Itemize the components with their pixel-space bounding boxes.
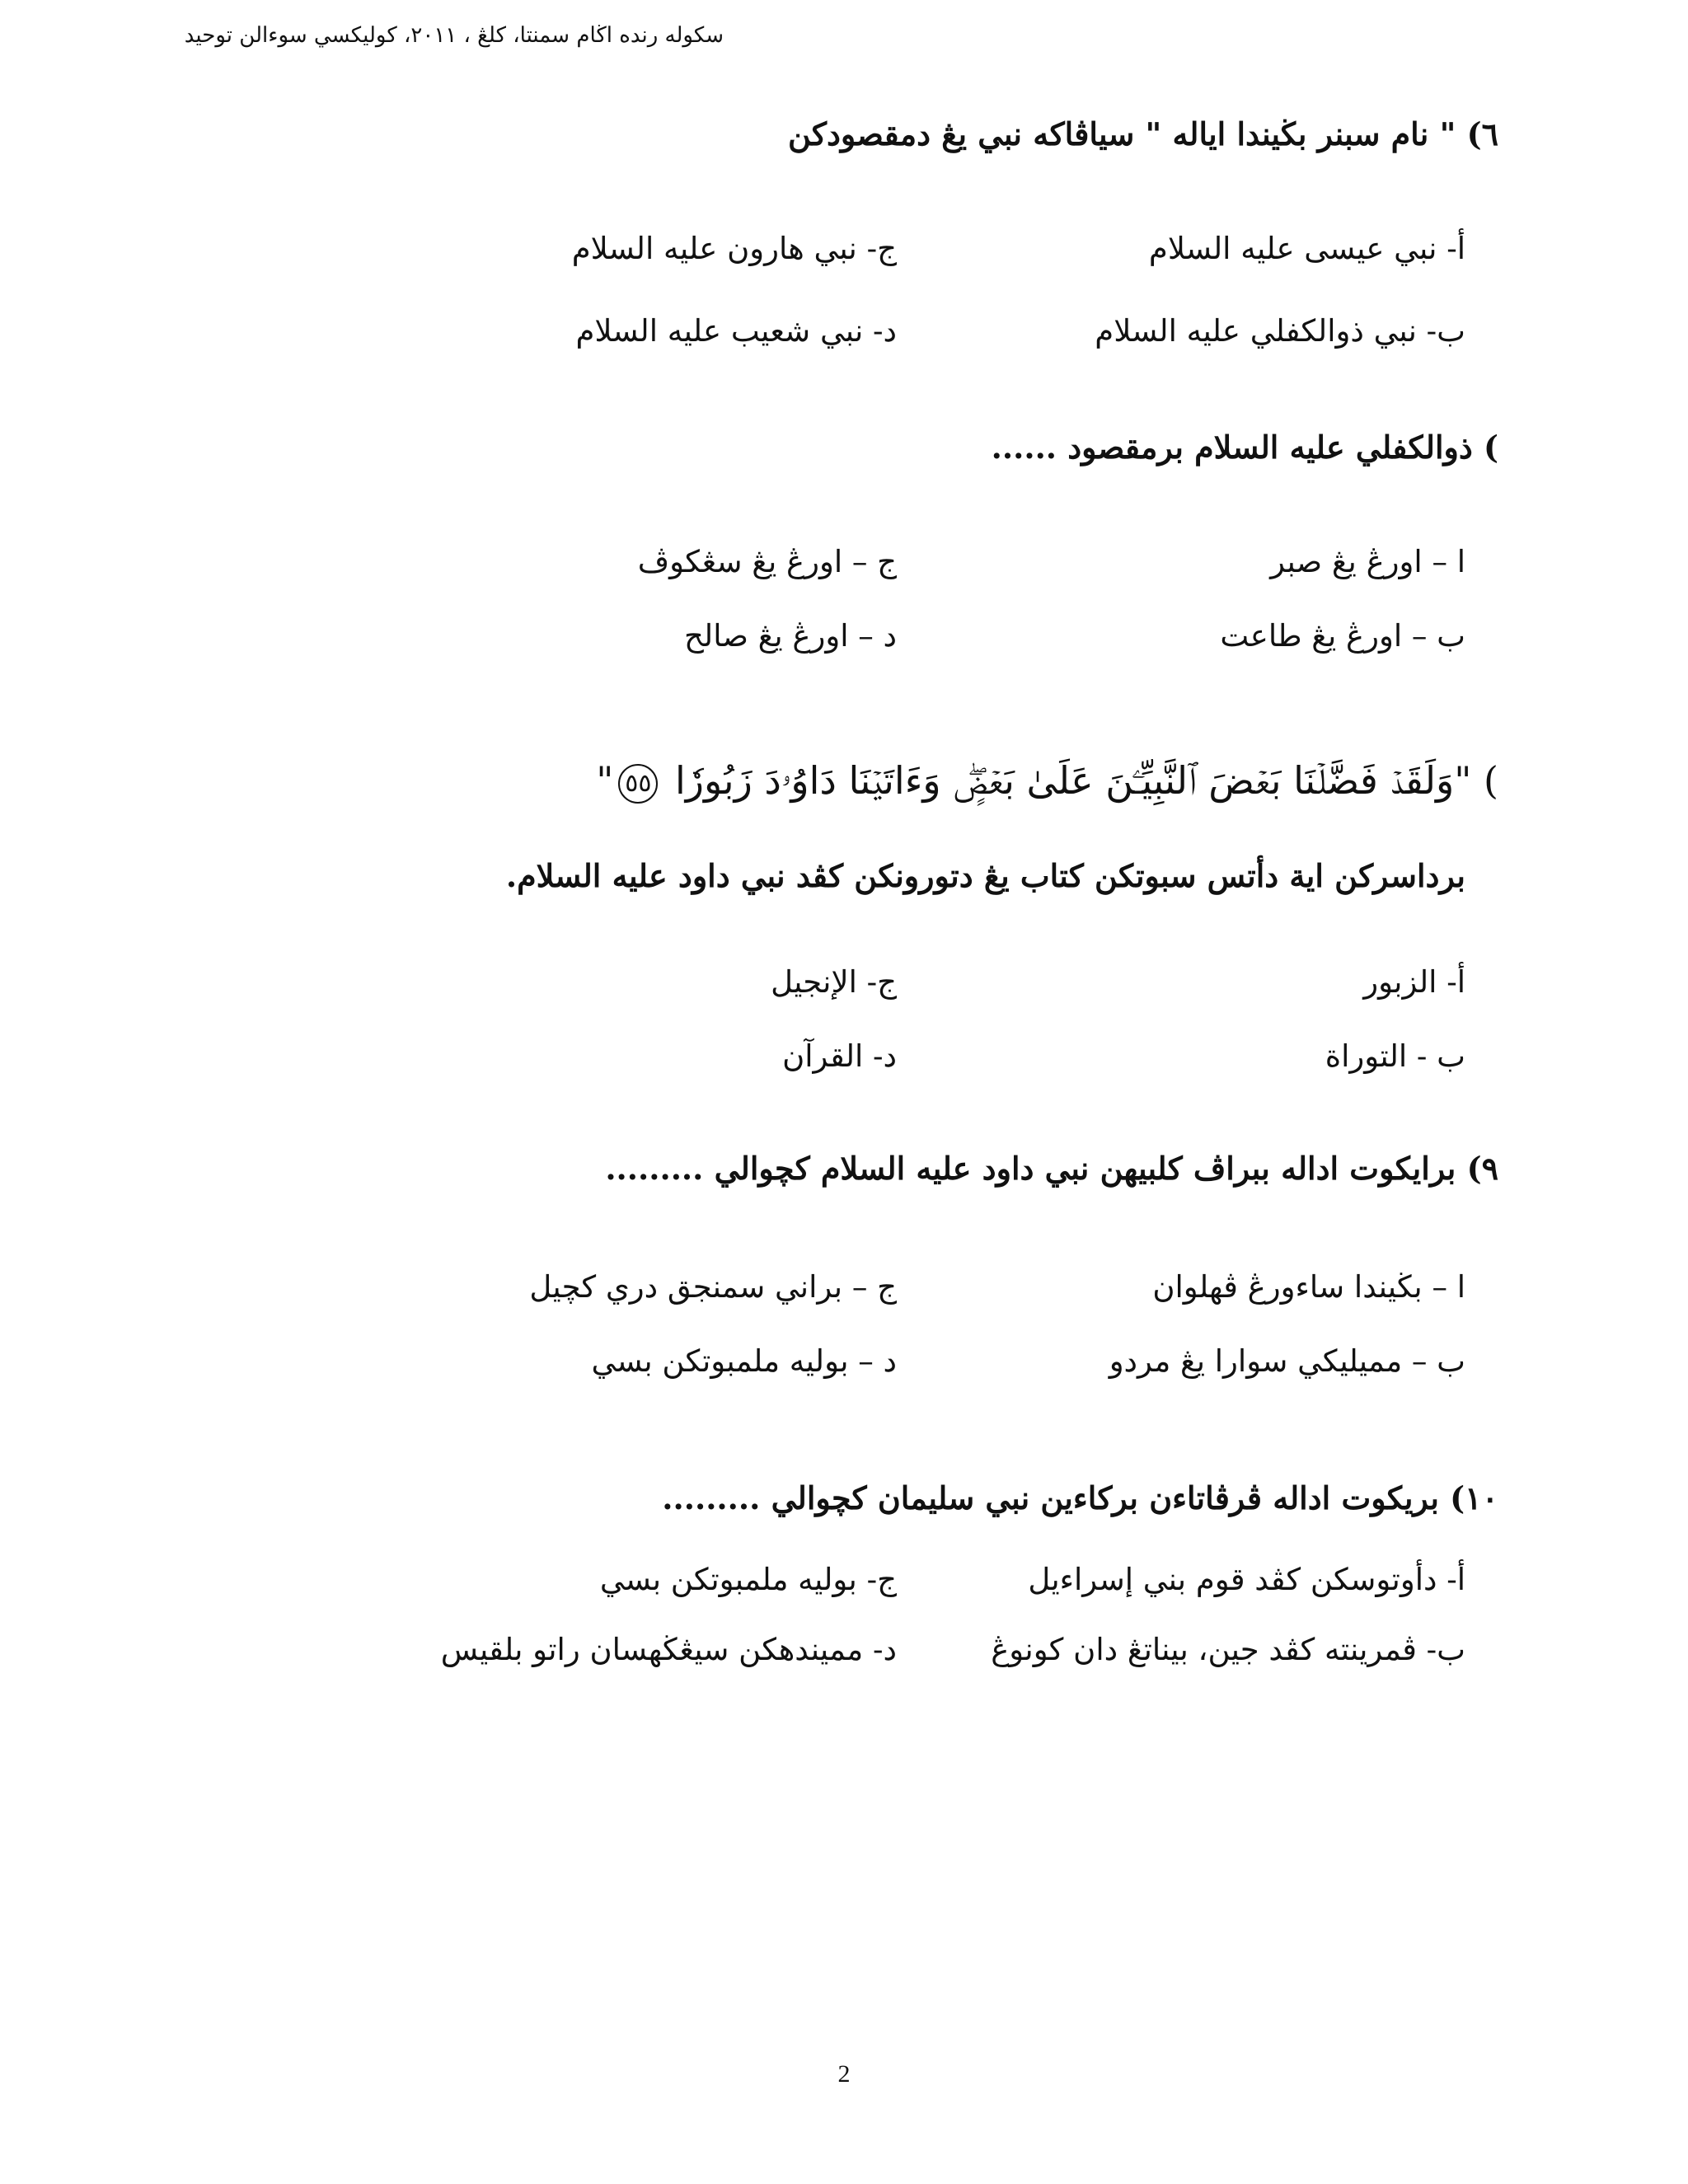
option-d: د- القرآن — [782, 1038, 897, 1074]
page-header: سكوله رنده اڬام سمنتا، كلڠ ، ٢٠١١، كوليكسي سوءالن توحيد — [184, 23, 724, 48]
option-a: أ- دأوتوسكن كڤد قوم بني إسراءيل — [1028, 1562, 1465, 1597]
option-c: ج- بوليه ملمبوتكن بسي — [599, 1562, 897, 1597]
quran-verse — [596, 758, 1498, 804]
question-stem: برداسركن اية دأتس سبوتكن كتاب يڠ دتورونكن كڤد نبي داود عليه السلام. — [505, 857, 1465, 894]
option-d: د- نبي شعيب عليه السلام — [575, 313, 897, 349]
question-stem: ١٠) بريكوت اداله ڤرڤاتاءن بركاءين نبي سليمان كچوالي ......... — [662, 1479, 1498, 1516]
option-b: ب – مميليكي سوارا يڠ مردو — [1109, 1343, 1465, 1379]
option-a: أ- نبي عيسى عليه السلام — [1148, 231, 1465, 266]
option-d: د- مميندهكن سيڠڬهسان راتو بلقيس — [440, 1632, 897, 1667]
option-d: د – اورڠ يڠ صالح — [684, 618, 897, 654]
option-b: ب - التوراة — [1325, 1038, 1465, 1074]
question-stem: ٦) " نام سبنر بڬيندا اياله " سياڤاكه نبي يڠ دمقصودكن — [787, 115, 1498, 152]
question-9 — [180, 1150, 1498, 1422]
question-6 — [180, 115, 1498, 379]
option-d: د – بوليه ملمبوتكن بسي — [591, 1343, 897, 1379]
option-a: ا – اورڠ يڠ صبر — [1270, 544, 1465, 579]
verse-close-quote: " — [596, 758, 614, 803]
option-a: أ- الزبور — [1363, 964, 1465, 1000]
option-b: ب- ڤمرينته كڤد جين، بيناتڠ دان كونوڠ — [991, 1632, 1465, 1667]
option-c: ج- نبي هارون عليه السلام — [571, 231, 897, 266]
option-b: ب – اورڠ يڠ طاعت — [1220, 618, 1465, 654]
question-7 — [180, 429, 1498, 676]
page-number: 2 — [837, 2060, 851, 2088]
option-a: ا – بڬيندا ساءورڠ ڤهلوان — [1152, 1269, 1465, 1305]
ayah-number-icon: ٥٥ — [618, 764, 658, 804]
question-10 — [180, 1479, 1498, 1694]
option-c: ج – اورڠ يڠ سڠكوڤ — [637, 544, 897, 579]
question-stem: ) ذوالكفلي عليه السلام برمقصود ...... — [991, 429, 1498, 466]
question-stem: ٩) برايكوت اداله ببراڤ كلبيهن نبي داود عليه السلام كچوالي ......... — [605, 1150, 1498, 1187]
option-b: ب- نبي ذوالكفلي عليه السلام — [1095, 313, 1465, 349]
option-c: ج – براني سمنجق دري كچيل — [529, 1269, 897, 1305]
option-c: ج- الإنجيل — [771, 964, 897, 1000]
verse-text: ) "وَلَقَدۡ فَضَّلۡنَا بَعۡضَ ٱلنَّبِيِّـۧنَ عَلَىٰ بَعۡضٍۖ وَءَاتَيۡنَا دَاوُۥدَ زَبُورٗا — [675, 758, 1498, 803]
question-8 — [180, 758, 1498, 1104]
